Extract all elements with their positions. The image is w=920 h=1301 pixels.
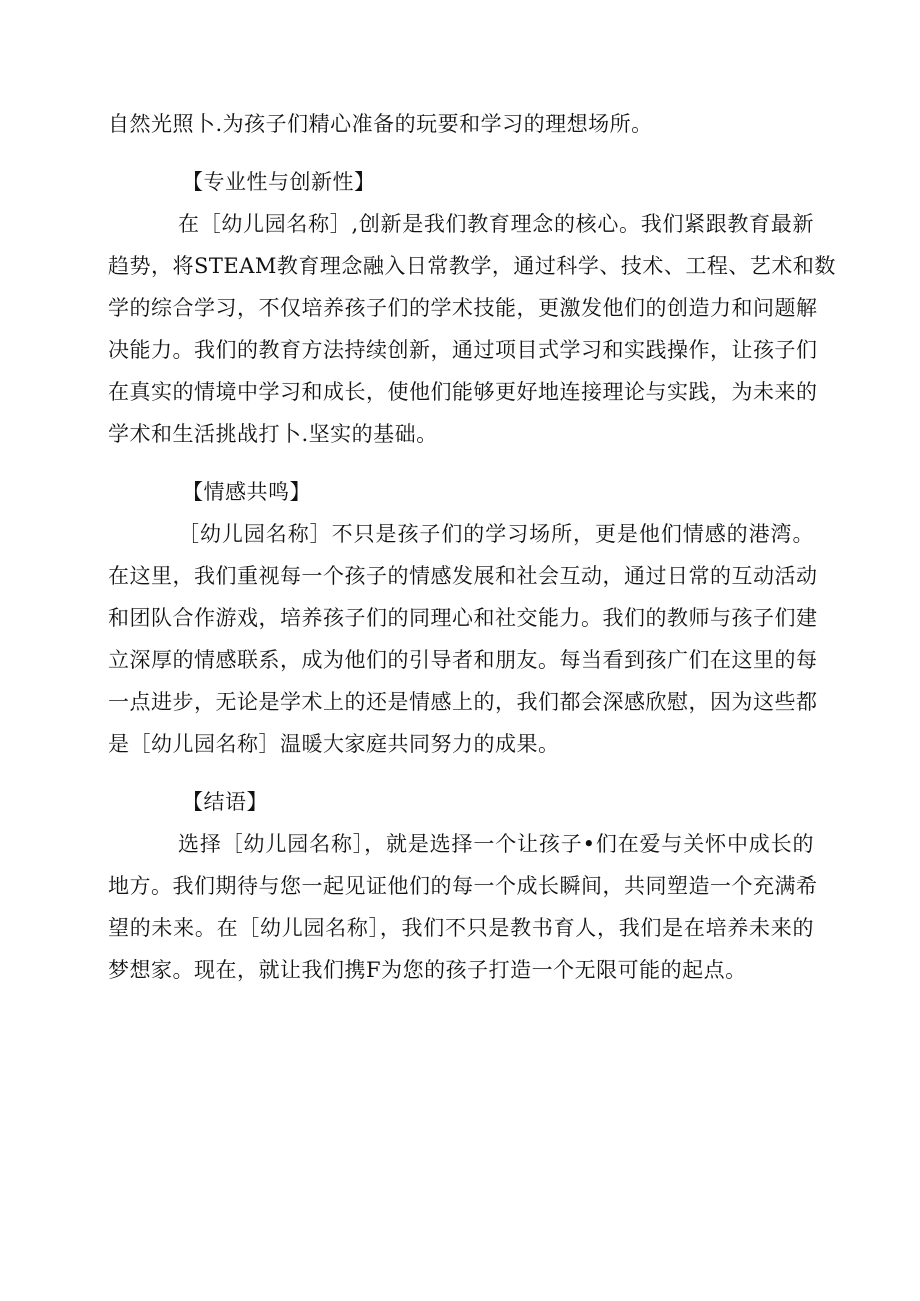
section-paragraph [108, 513, 818, 765]
paragraph-line: 在真实的情境中学习和成长，使他们能够更好地连接理论与实践，为未来的 [108, 380, 818, 404]
paragraph-line: 立深厚的情感联系，成为他们的引导者和朋友。每当看到孩广们在这里的每 [108, 648, 818, 672]
paragraph-line: 和团队合作游戏，培养孩子们的同理心和社交能力。我们的教师与孩子们建 [108, 606, 818, 630]
paragraph-line: 是［幼儿园名称］温暖大家庭共同努力的成果。 [108, 732, 560, 756]
paragraph-line: 决能力。我们的教育方法持续创新，通过项目式学习和实践操作，让孩子们 [108, 338, 818, 362]
section-emotional-resonance [108, 471, 818, 765]
section-heading: 【情感共鸣】 [182, 480, 311, 504]
paragraph-line: 趋势，将STEAM教育理念融入日常教学，通过科学、技术、工程、艺术和数 [108, 254, 836, 278]
paragraph-line: 地方。我们期待与您一起见证他们的每一个成长瞬间，共同塑造一个充满希 [108, 874, 818, 898]
section-heading: 【结语】 [182, 790, 268, 814]
section-paragraph [108, 823, 818, 991]
paragraph-line: ［幼儿园名称］不只是孩子们的学习场所，更是他们情感的港湾。 [178, 522, 814, 546]
paragraph-line: 梦想家。现在，就让我们携F为您的孩子打造一个无限可能的起点。 [108, 958, 747, 982]
intro-paragraph-tail [108, 103, 814, 145]
paragraph-line: 学的综合学习，不仅培养孩子们的学术技能，更激发他们的创造力和问题解 [108, 296, 818, 320]
paragraph-line: 在［幼儿园名称］,创新是我们教育理念的核心。我们紧跟教育最新 [178, 212, 814, 236]
section-paragraph [108, 203, 836, 455]
paragraph-line: 自然光照卜.为孩子们精心准备的玩要和学习的理想场所。 [108, 112, 653, 136]
paragraph-line: 学术和生活挑战打卜.坚实的基础。 [108, 422, 438, 446]
paragraph-line: 在这里，我们重视每一个孩子的情感发展和社会互动，通过日常的互动活动 [108, 564, 818, 588]
section-conclusion [108, 781, 818, 991]
paragraph-line: 望的未来。在［幼儿园名称］，我们不只是教书育人，我们是在培养未来的 [108, 916, 814, 940]
section-heading: 【专业性与创新性】 [182, 170, 376, 194]
paragraph-line: 选择［幼儿园名称］，就是选择一个让孩子•们在爱与关怀中成长的 [178, 832, 814, 856]
document-body [108, 103, 836, 1007]
paragraph-line: 一点进步，无论是学术上的还是情感上的，我们都会深感欣慰，因为这些都 [108, 690, 818, 714]
section-professionalism [108, 161, 836, 455]
